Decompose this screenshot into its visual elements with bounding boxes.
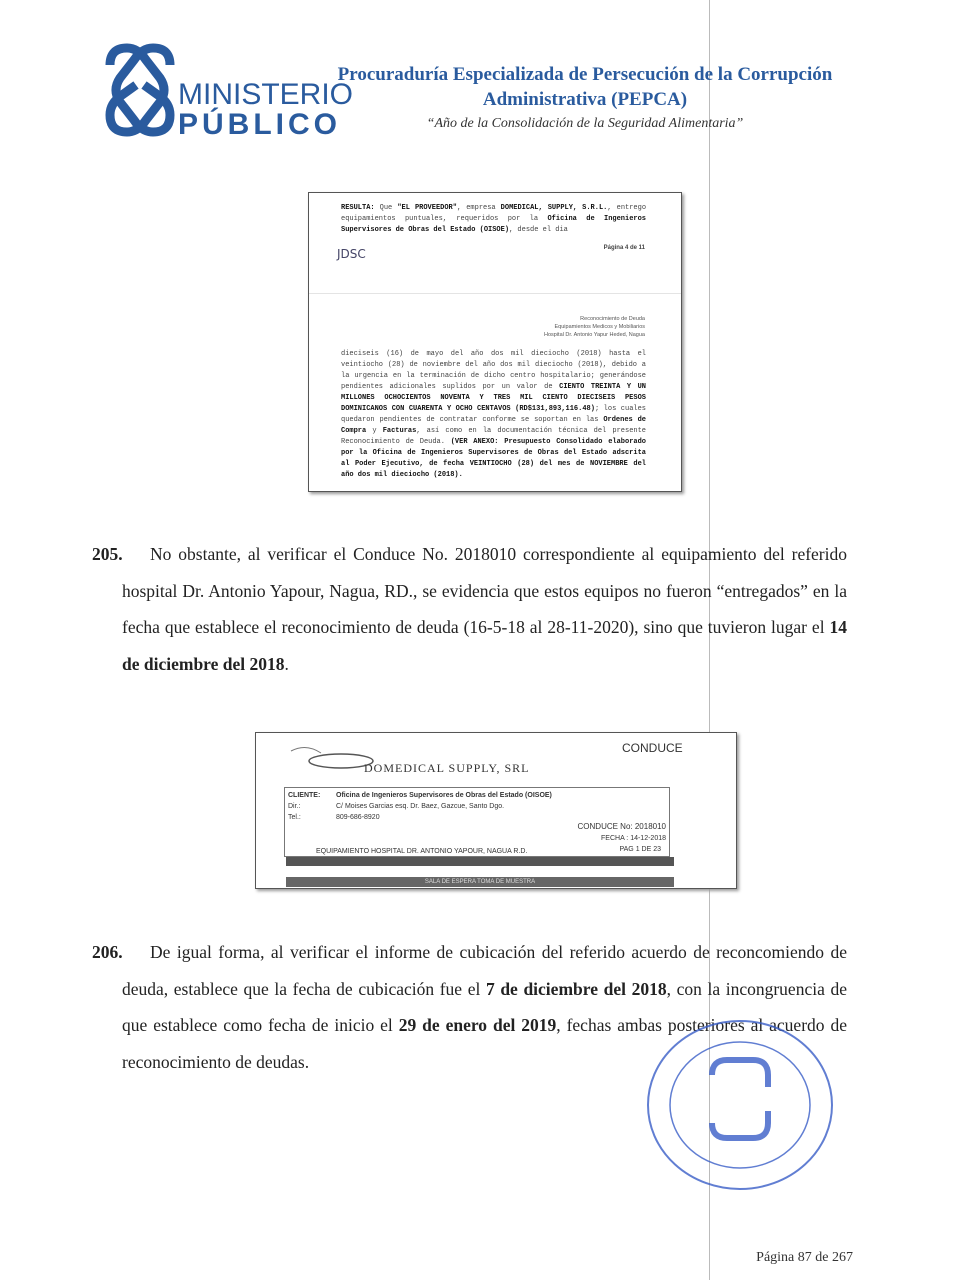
paragraph-205: 205. No obstante, al verificar el Conduce No. 2018010 correspondiente al equipamiento del referido hospital Dr. Antonio Yapour, Nagua, RD., se evidencia que estos equipos no fueron “entregados” en la fecha que establece el reconocimiento de deuda (16-5-18 al 28-11-2020), sino que tuvieron lugar el 14 de diciembre del 2018. [122, 536, 847, 682]
conduce-title: CONDUCE [622, 741, 683, 755]
excerpt-top-text: RESULTA: Que "EL PROVEEDOR", empresa DOMEDICAL, SUPPLY, S.R.L., entrego equipamientos puntuales, requeridos por la Oficina de Ingenieros Supervisores de Obras del Estado (OISOE), desde el dia [341, 204, 647, 234]
paragraph-number: 206. [92, 942, 123, 962]
company-name: DOMEDICAL SUPPLY, SRL [364, 761, 530, 775]
header-title-line1: Procuraduría Especializada de Persecución de la Corrupción [337, 64, 833, 85]
project-label: EQUIPAMIENTO HOSPITAL DR. ANTONIO YAPOUR, NAGUA R.D. [316, 848, 528, 855]
logo-line2: PÚBLICO [178, 108, 341, 141]
logo-line1: MINISTERIO [178, 78, 354, 111]
excerpt-right-header: Reconocimiento de Deuda Equipamientos Medicos y Mobiliarios Hospital Dr. Antonio Yapur Heded, Nagua [543, 316, 645, 338]
section-bar [286, 857, 674, 866]
page-number: Página 87 de 267 [756, 1250, 853, 1265]
domedical-logo-icon [286, 741, 376, 771]
header-title-line2: Administrativa (PEPCA) [482, 89, 688, 110]
client-block: CLIENTE: Oficina de Ingenieros Supervisores de Obras del Estado (OISOE) Dir.: C/ Moises Garcias esq. Dr. Baez, Gazcue, Santo Dgo. Tel.: 809-686-8920 [288, 792, 552, 821]
excerpt-body: dieciseis (16) de mayo del año dos mil dieciocho (2018) hasta el veintiocho (28) de noviembre del año dos mil dieciocho (2018), debido a la urgencia en la terminación de dicho centro hospitalario; generándose pendientes adicionales suplidos por un valor de CIENTO TREINTA Y UN MILLONES OCHOCIENTOS NOVENTA Y TRES MIL CIENTO DIECISEIS PESOS DOMINICANOS CON CUARENTA Y OCHO CENTAVOS (RD$131,893,116.48); los cuales quedaron pendientes de contratar conforme se soportan en las Ordenes de Compra y Facturas, así como en la documentación técnica del presente Reconocimiento de Deuda. (VER ANEXO: Presupuesto Consolidado elaborado por la Oficina de Ingenieros Supervisores de Obras del Estado adscrita al Poder Ejecutivo, de fecha VEINTIOCHO (28) del mes de NOVIEMBRE del año dos mil dieciocho (2018). [341, 350, 646, 479]
paragraph-number: 205. [92, 544, 123, 564]
excerpt-page-label: Página 4 de 11 [603, 245, 645, 251]
pepca-seal-stamp-icon [640, 1015, 840, 1195]
section-label: SALA DE ESPERA TOMA DE MUESTRA [286, 877, 674, 887]
excerpt-reconocimiento-deuda [308, 192, 682, 492]
header-motto: “Año de la Consolidación de la Seguridad Alimentaria” [426, 116, 744, 131]
excerpt-conduce [255, 732, 737, 889]
conduce-details: CONDUCE No: 2018010 FECHA : 14-12-2018 [577, 822, 666, 842]
handwritten-initials: JDSC [337, 247, 366, 261]
paragraph-206: 206. De igual forma, al verificar el informe de cubicación del referido acuerdo de reconcomiendo de deuda, establece que la fecha de cubicación fue el 7 de diciembre del 2018, con la incongruencia de que establece como fecha de inicio el 29 de enero del 2019, fechas ambas posteriores al acuerdo de reconocimiento de deudas. [122, 934, 847, 1080]
excerpt-separator [309, 293, 681, 294]
page-count: PAG 1 DE 23 [619, 846, 661, 853]
